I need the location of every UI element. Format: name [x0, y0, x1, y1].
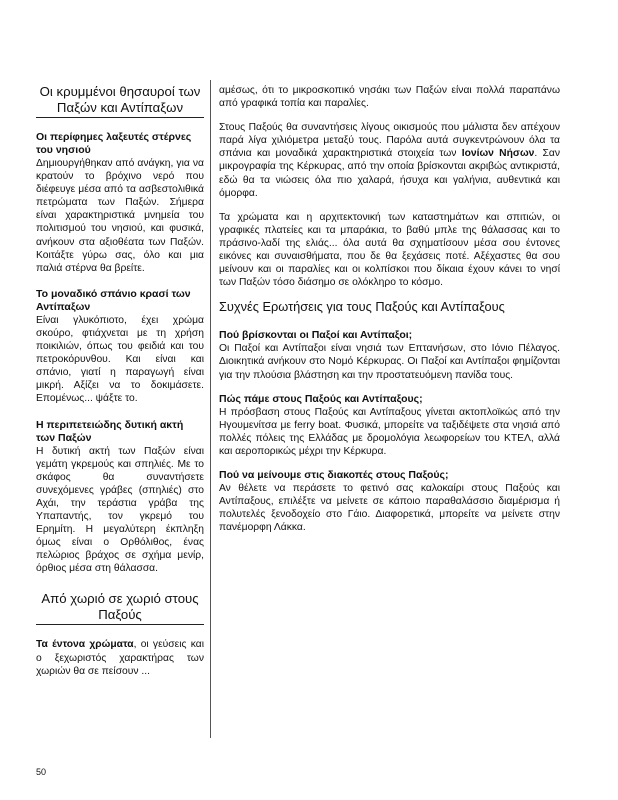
- section-title-hidden-treasures: Οι κρυμμένοι θησαυροί των Παξών και Αντίπαξων: [36, 84, 204, 118]
- villages-rest: , οι γεύσεις και ο ξεχωριστός χαρακτήρας των χωριών θα σε πείσουν ...: [36, 639, 204, 677]
- faq-answer-access: Η πρόσβαση στους Παξούς και Αντίπαξους γίνεται ακτοπλοϊκώς από την Ηγουμενίτσα με ferry boat. Φυσικά, μπορείτε να ταξιδέψετε στα νησιά από πολλές πόλεις της Ελλάδας με δρομολόγια λεωφορείων του ΚΤΕΛ, αλλά και αεροπορικώς μέχρι την Κέρκυρα.: [219, 406, 560, 457]
- paragraph-villages: [36, 638, 204, 677]
- faq-answer-stay: Αν θέλετε να περάσετε το φετινό σας καλοκαίρι στους Παξούς και Αντίπαξους, επιλέξτε να μείνετε σε κάποιο παραθαλάσσιο διαμέρισμα ή πολυτελές ξενοδοχείο στο Γάιο. Διαφορετικά, μπορείτε να μείνετε στην πανέμορφη Λάκκα.: [219, 482, 560, 534]
- faq-question-access: Πώς πάμε στους Παξούς και Αντίπαξους;: [219, 392, 423, 405]
- heading-wine: Το μοναδικό σπάνιο κρασί των Αντίπαξων: [36, 287, 191, 313]
- paragraph-intro-cont: αμέσως, ότι το μικροσκοπικό νησάκι των Παξών είναι πολλά παραπάνω από γραφικά τοπία και παραλίες.: [219, 85, 560, 110]
- paragraph-colors-architecture: Τα χρώματα και η αρχιτεκτονική των καταστημάτων και σπιτιών, οι γραφικές πλατείες και τα μπαράκια, το βαθύ μπλε της θάλασσας και το πράσινο-λαδί της ελιάς... όλα αυτά θα σχηματίσουν μέσα σου έντονες εικόνες και συναισθήματα, που δε θα ξεχάσεις ποτέ. Αξέχαστες θα σου μείνουν και οι παραλίες και οι κολπίσκοι που δίκαια έχουν κάνει το νησί των Παξών τόσο διάσημο σε ολόκληρο το κόσμο.: [219, 211, 560, 289]
- settlements-text-a: Στους Παξούς θα συναντήσεις λίγους οικισμούς που μάλιστα δεν απέχουν παρά λίγα χιλιόμετρα μεταξύ τους. Παρόλα αυτά συγκεντρώνουν όλα τα σπάνια και μοναδικά χαρακτηριστικά στοιχεία των: [219, 122, 560, 160]
- heading-west-coast: Η περιπετειώδης δυτική ακτή των Παξών: [36, 418, 184, 444]
- heading-cisterns: Οι περίφημες λαξευτές στέρνες του νησιού: [36, 131, 192, 156]
- villages-bold-lead: Τα έντονα χρώματα: [36, 639, 134, 651]
- section-title-villages: Από χωριό σε χωριό στους Παξούς: [36, 591, 204, 625]
- paragraph-wine: Είναι γλυκόπιοτο, έχει χρώμα σκούρο, φτιάχνεται με τη χρήση ποικιλιών, όπως του φειδιά και του πετροκόρυνθου. Και είναι και σπάνιο, γιατί η παραγωγή είναι μικρή. Αξίζει να το δοκιμάσετε. Επομένως... ψάξτε το.: [36, 314, 204, 405]
- paragraph-cisterns: Δημιουργήθηκαν από ανάγκη, για να κρατούν το βρόχινο νερό που διέφευγε μέσα από τα ασβεστολιθικά πετρώματα των Παξών. Σήμερα είναι χαρακτηριστικά μνημεία του πολιτισμού του νησιού, και φυσικά, ανήκουν στα αξιοθέατα των Παξών. Κοιτάξτε γύρω σας, όλο και μια παλιά στέρνα θα βρείτε.: [36, 158, 204, 274]
- paragraph-west-coast: Η δυτική ακτή των Παξών είναι γεμάτη γκρεμούς και σπηλιές. Με το σκάφος θα συναντήσετε συνεχόμενες γράβες (σπηλιές) στο Αχάι, την τεράστια γράβα της Υπαπαντής, τον γκρεμό του Ερημίτη. Η μεγαλύτερη έκπληξη όμως είναι ο Ορθόλιθος, ένας πελώριος βράχος σε σχήμα μενίρ, όρθιος μέσα στη θάλασσα.: [36, 445, 204, 575]
- faq-title: Συχνές Ερωτήσεις για τους Παξούς και Αντίπαξους: [219, 299, 505, 315]
- page-number: 50: [36, 767, 47, 777]
- right-column: [219, 84, 560, 534]
- faq-answer-location: Οι Παξοί και Αντίπαξοι είναι νησιά των Επτανήσων, στο Ιόνιο Πέλαγος. Διοικητικά ανήκουν στο Νομό Κέρκυρας. Οι Παξοί και Αντίπαξοι φημίζονται για την πλούσια βλάστηση και την προστατευόμενη πανίδα τους.: [219, 343, 560, 381]
- paragraph-settlements: [219, 121, 560, 200]
- settlements-text-b: . Σαν μικρογραφία της Κέρκυρας, από την οποία βρίσκονται ακριβώς αντικριστά, εδώ θα τα νιώσεις όλα πιο χαλαρά, ήσυχα και γαλήνια, αυθεντικά και όμορφα.: [219, 148, 560, 199]
- faq-question-location: Πού βρίσκονται οι Παξοί και Αντίπαξοι;: [219, 329, 413, 342]
- faq-question-stay: Πού να μείνουμε στις διακοπές στους Παξούς;: [219, 468, 449, 481]
- left-column: [36, 84, 204, 678]
- column-divider: [210, 80, 211, 738]
- ionian-islands-bold: Ιονίων Νήσων: [461, 148, 535, 160]
